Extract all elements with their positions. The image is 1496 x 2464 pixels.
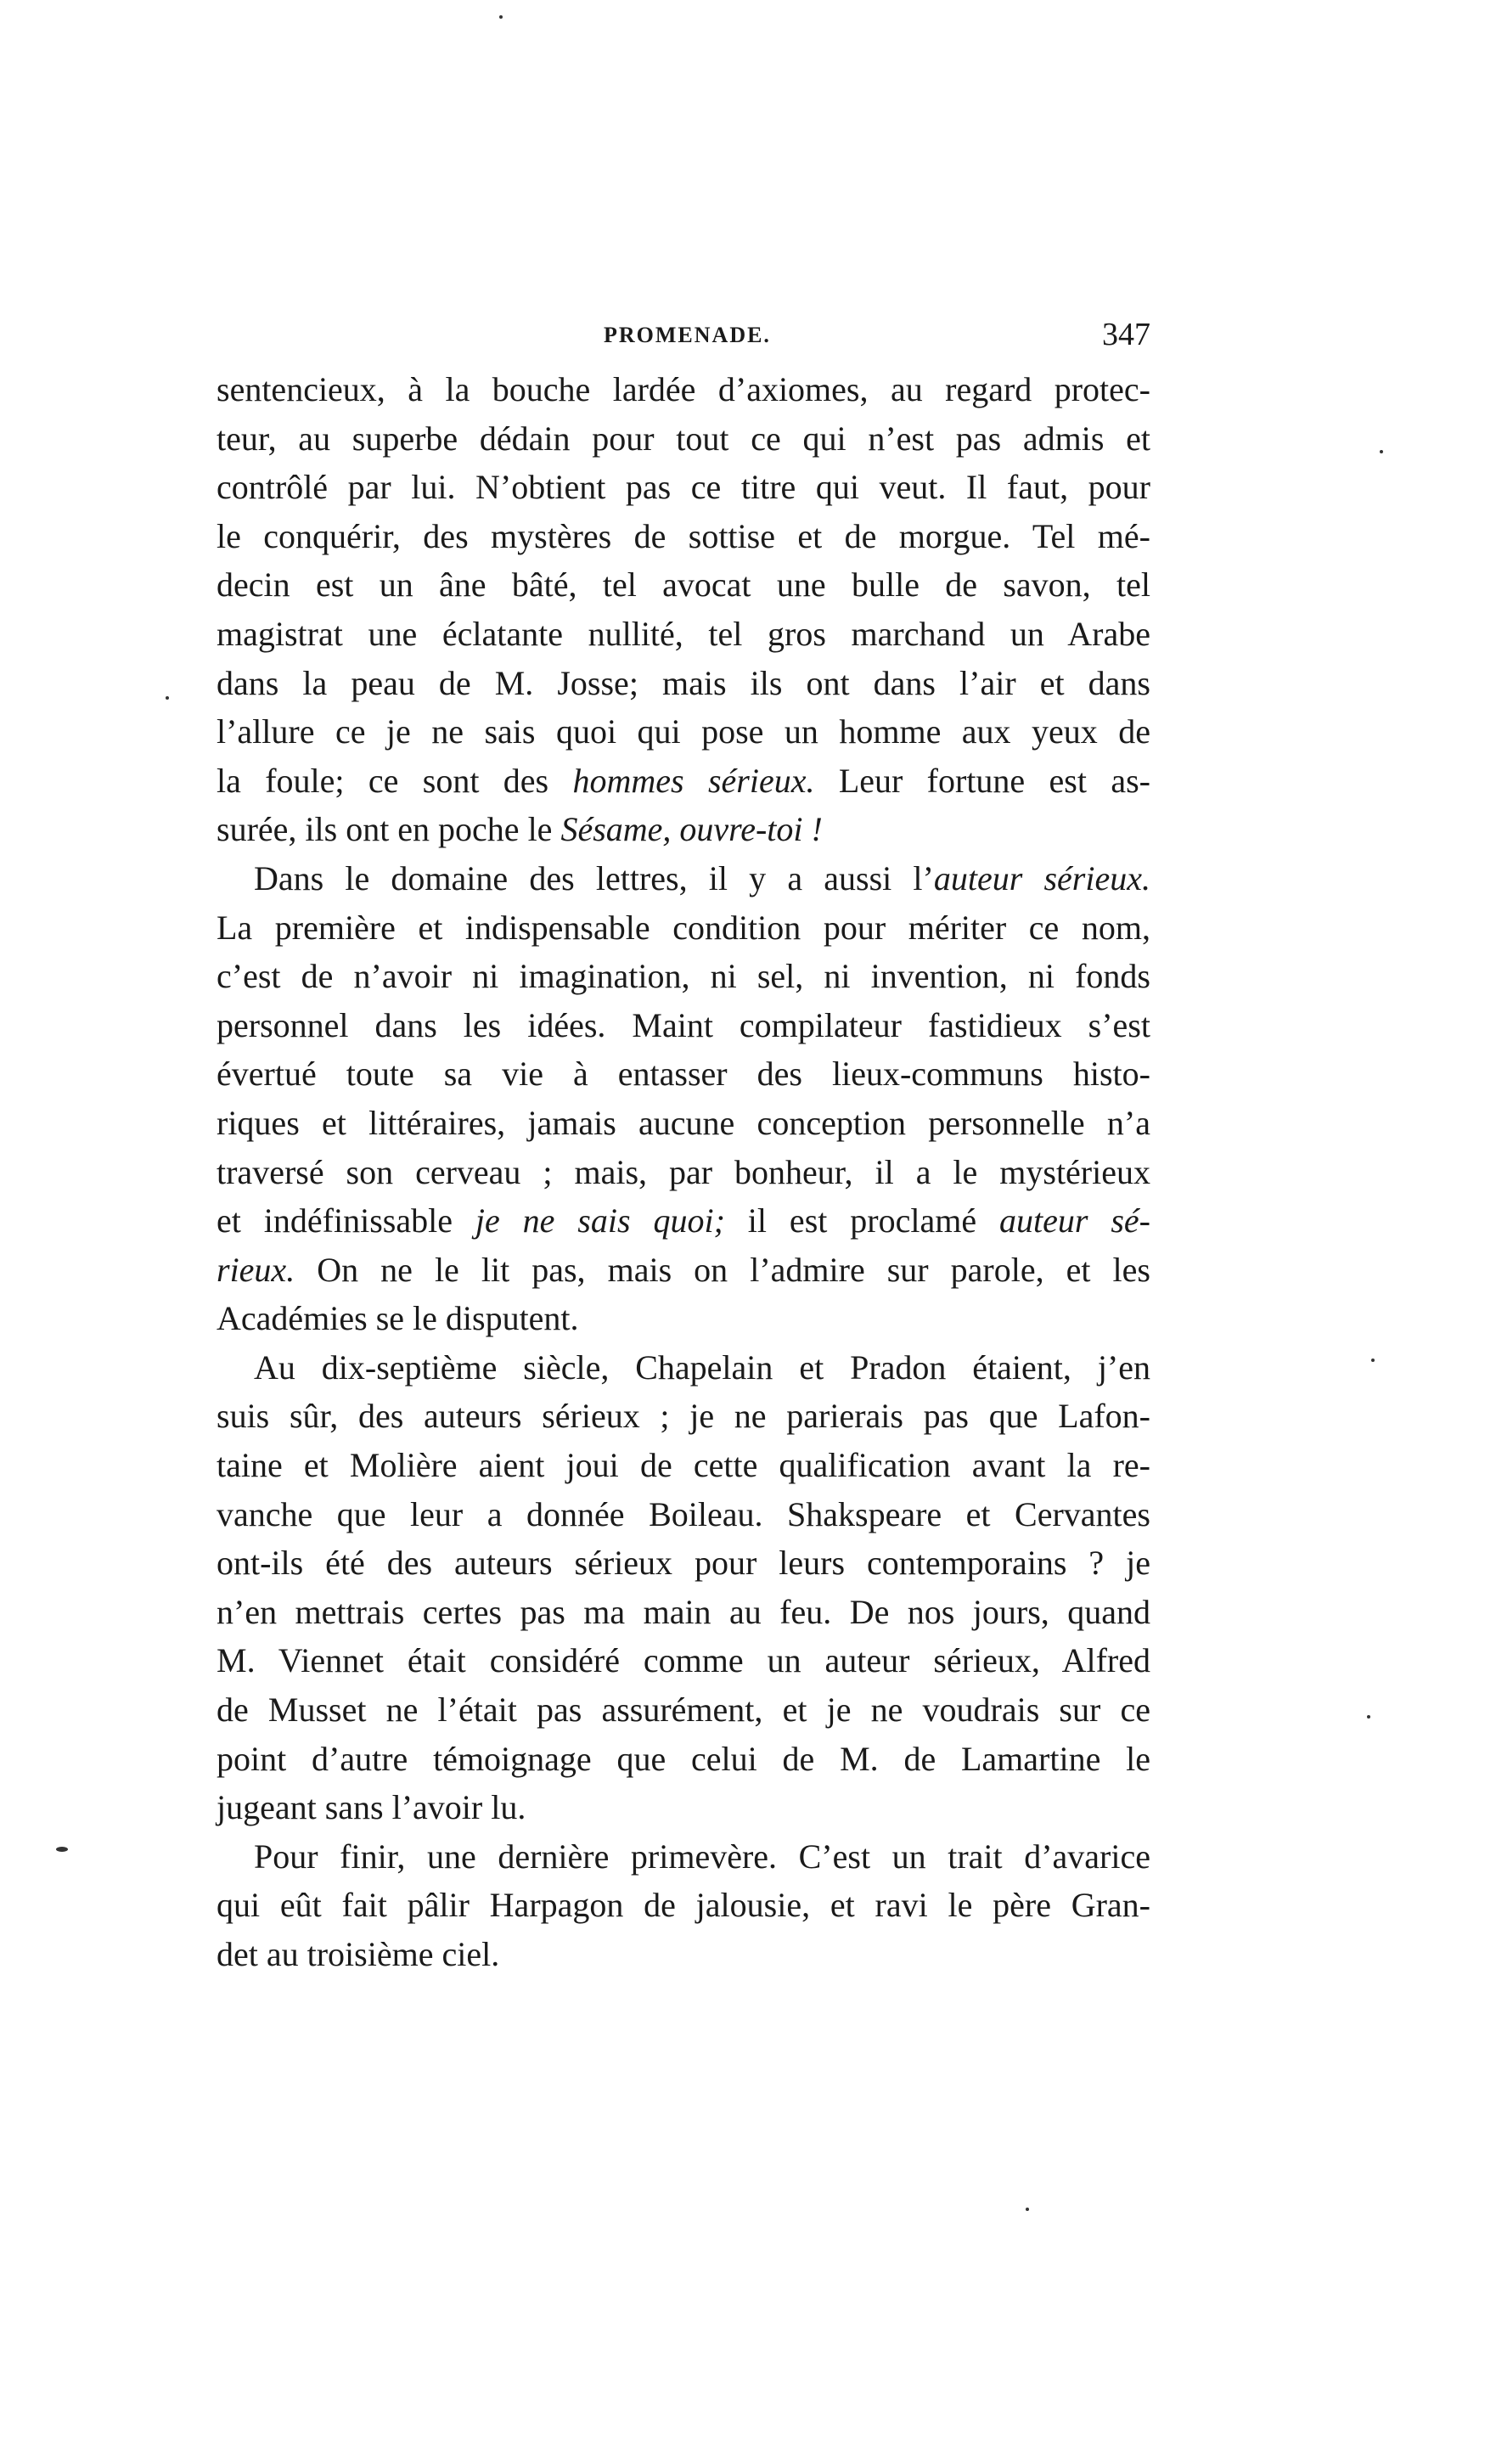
text-line: c’est de n’avoir ni imagination, ni sel, ni invention, ni fonds xyxy=(217,957,1150,996)
text-line: n’en mettrais certes pas ma main au feu. De nos jours, quand xyxy=(217,1592,1150,1631)
paper-speck xyxy=(1367,1715,1370,1719)
text-line: Dans le domaine des lettres, il y a aussi l’auteur sérieux. xyxy=(254,858,1150,897)
text-line: traversé son cerveau ; mais, par bonheur, il a le mystérieux xyxy=(217,1152,1150,1191)
paper-speck xyxy=(499,15,503,19)
running-head xyxy=(217,316,1150,358)
text-line: Pour finir, une dernière primevère. C’est un trait d’avarice xyxy=(254,1837,1150,1876)
paper-speck xyxy=(1371,1359,1375,1362)
text-line: la foule; ce sont des hommes sérieux. Leur fortune est as- xyxy=(217,761,1150,800)
body-text xyxy=(217,365,1150,1979)
text-line: M. Viennet était considéré comme un auteur sérieux, Alfred xyxy=(217,1641,1150,1680)
text-line: sentencieux, à la bouche lardée d’axiomes, au regard protec- xyxy=(217,370,1150,408)
text-line: point d’autre témoignage que celui de M. de Lamartine le xyxy=(217,1739,1150,1778)
text-line: rieux. On ne le lit pas, mais on l’admire sur parole, et les xyxy=(217,1250,1150,1289)
text-line: ont-ils été des auteurs sérieux pour leurs contemporains ? je xyxy=(217,1544,1150,1583)
text-line: decin est un âne bâté, tel avocat une bulle de savon, tel xyxy=(217,565,1150,605)
paper-speck xyxy=(166,696,169,700)
paper-speck xyxy=(1026,2208,1029,2211)
text-line: teur, au superbe dédain pour tout ce qui n’est pas admis et xyxy=(217,419,1150,458)
text-line: suis sûr, des auteurs sérieux ; je ne parierais pas que Lafon- xyxy=(217,1397,1150,1436)
text-line: Académies se le disputent. xyxy=(217,1299,579,1338)
text-line: et indéfinissable je ne sais quoi; il est proclamé auteur sé- xyxy=(217,1201,1150,1240)
text-line: Au dix-septième siècle, Chapelain et Pradon étaient, j’en xyxy=(254,1347,1150,1387)
text-line: contrôlé par lui. N’obtient pas ce titre qui veut. Il faut, pour xyxy=(217,468,1150,507)
text-line: de Musset ne l’était pas assurément, et je ne voudrais sur ce xyxy=(217,1690,1150,1730)
text-line: surée, ils ont en poche le Sésame, ouvre-toi ! xyxy=(217,810,823,849)
text-line: det au troisième ciel. xyxy=(217,1935,500,1973)
text-line: évertué toute sa vie à entasser des lieux-communs histo- xyxy=(217,1055,1150,1094)
text-line: La première et indispensable condition pour mériter ce nom, xyxy=(217,908,1150,947)
text-line: taine et Molière aient joui de cette qualification avant la re- xyxy=(217,1446,1150,1485)
text-line: magistrat une éclatante nullité, tel gros marchand un Arabe xyxy=(217,614,1150,653)
paper-speck xyxy=(1380,450,1383,453)
text-line: l’allure ce je ne sais quoi qui pose un homme aux yeux de xyxy=(217,712,1150,751)
text-line: le conquérir, des mystères de sottise et de morgue. Tel mé- xyxy=(217,516,1150,555)
text-line: jugeant sans l’avoir lu. xyxy=(217,1788,526,1827)
paper-speck xyxy=(56,1847,68,1852)
running-title: PROMENADE. xyxy=(604,323,771,347)
text-line: personnel dans les idées. Maint compilateur fastidieux s’est xyxy=(217,1005,1150,1044)
text-line: dans la peau de M. Josse; mais ils ont dans l’air et dans xyxy=(217,663,1150,702)
text-line: riques et littéraires, jamais aucune conception personnelle n’a xyxy=(217,1103,1150,1142)
text-line: qui eût fait pâlir Harpagon de jalousie, et ravi le père Gran- xyxy=(217,1886,1150,1925)
text-line: vanche que leur a donnée Boileau. Shakspeare et Cervantes xyxy=(217,1494,1150,1533)
page-number: 347 xyxy=(1102,317,1150,352)
